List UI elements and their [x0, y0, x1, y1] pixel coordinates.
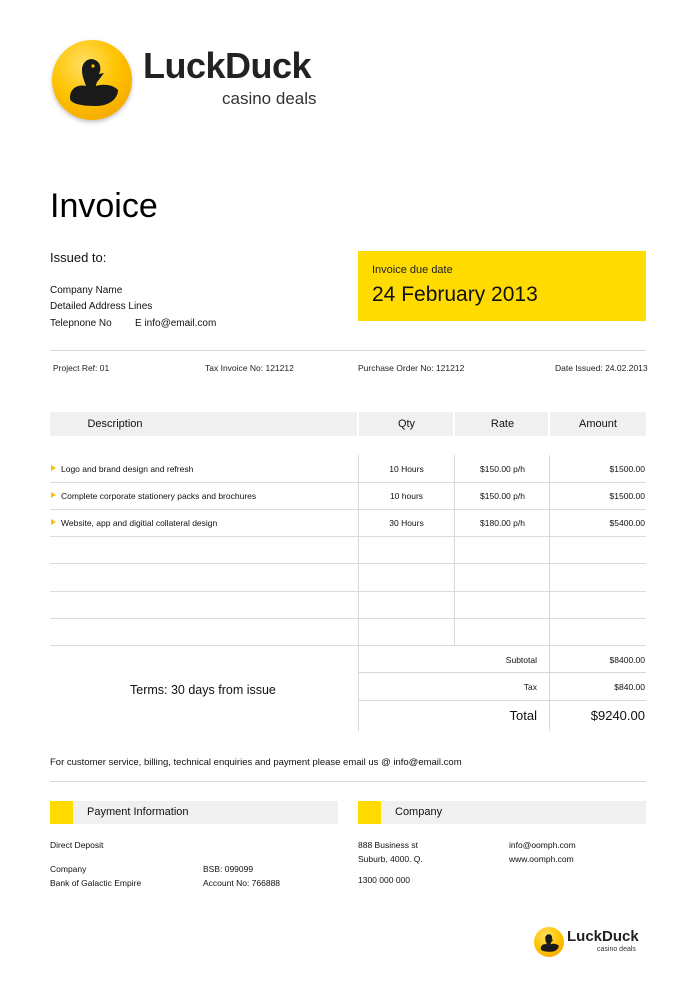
company-accent-square: [358, 801, 381, 824]
row-divider: [50, 536, 646, 537]
total-label: Total: [509, 708, 537, 723]
divider: [50, 350, 646, 351]
row-divider: [358, 672, 646, 673]
tax-label: Tax: [523, 682, 537, 692]
due-date-box: [358, 251, 646, 321]
column-line: [358, 455, 359, 645]
row-divider: [358, 700, 646, 701]
header-rate: Rate: [490, 418, 515, 430]
terms: Terms: 30 days from issue: [130, 683, 276, 697]
footer-brand-name: LuckDuck: [567, 928, 639, 945]
row-2-qty: 10 hours: [389, 491, 424, 501]
subtotal-value: $8400.00: [609, 655, 645, 665]
issued-email: E info@email.com: [135, 318, 217, 329]
payment-bsb: BSB: 099099: [203, 864, 254, 874]
column-line: [454, 455, 455, 645]
brand-logo: [52, 40, 132, 120]
payment-bank: Bank of Galactic Empire: [50, 878, 142, 888]
company-suburb: Suburb, 4000. Q.: [358, 854, 423, 864]
row-1-amount: $1500.00: [609, 464, 645, 474]
subtotal-label: Subtotal: [505, 655, 537, 665]
bullet-arrow-icon: [51, 492, 56, 498]
issued-address: Detailed Address Lines: [50, 301, 153, 312]
row-2-rate: $150.00 p/h: [480, 491, 525, 501]
row-divider: [50, 645, 646, 646]
company-title: Company: [395, 806, 443, 818]
company-phone: 1300 000 000: [358, 875, 410, 885]
row-2-description: Complete corporate stationery packs and brochures: [61, 491, 257, 501]
contact-line: For customer service, billing, technical enquiries and payment please email us @ info@email.com: [50, 757, 462, 768]
issued-company: Company Name: [50, 285, 123, 296]
row-divider: [50, 482, 646, 483]
row-divider: [50, 563, 646, 564]
row-2-amount: $1500.00: [609, 491, 645, 501]
bullet-arrow-icon: [51, 465, 56, 471]
brand-name: LuckDuck: [143, 45, 312, 86]
total-value: $9240.00: [590, 708, 645, 723]
row-3-qty: 30 Hours: [389, 518, 424, 528]
row-3-rate: $180.00 p/h: [480, 518, 525, 528]
row-1-description: Logo and brand design and refresh: [61, 464, 194, 474]
row-divider: [50, 591, 646, 592]
purchase-order-no: Purchase Order No: 121212: [358, 363, 465, 373]
header-qty: Qty: [397, 418, 416, 430]
row-3-amount: $5400.00: [609, 518, 645, 528]
row-divider: [50, 509, 646, 510]
footer-brand-tagline: casino deals: [597, 946, 636, 953]
company-website[interactable]: www.oomph.com: [509, 854, 574, 864]
payment-title: Payment Information: [87, 806, 189, 818]
due-date-value: 24 February 2013: [372, 283, 538, 306]
due-date-label: Invoice due date: [372, 264, 453, 276]
page-title: Invoice: [50, 187, 158, 225]
row-3-description: Website, app and digitial collateral design: [61, 518, 218, 528]
payment-account: Account No: 766888: [203, 878, 281, 888]
brand-tagline: casino deals: [222, 89, 317, 108]
duck-icon: [52, 40, 132, 120]
row-divider: [50, 618, 646, 619]
header-description: Description: [87, 418, 143, 430]
tax-value: $840.00: [614, 682, 645, 692]
bullet-arrow-icon: [51, 519, 56, 525]
footer-logo: [534, 927, 564, 957]
row-1-qty: 10 Hours: [389, 464, 424, 474]
row-1-rate: $150.00 p/h: [480, 464, 525, 474]
duck-icon: [534, 927, 564, 957]
company-street: 888 Business st: [358, 840, 419, 850]
header-amount: Amount: [579, 418, 617, 430]
divider: [50, 781, 646, 782]
issued-phone: Telepnone No: [50, 318, 112, 329]
issued-to-heading: Issued to:: [50, 250, 107, 265]
tax-invoice-no: Tax Invoice No: 121212: [205, 363, 294, 373]
project-ref: Project Ref: 01: [53, 363, 110, 373]
company-email[interactable]: info@oomph.com: [509, 840, 576, 850]
column-line: [358, 646, 359, 731]
date-issued: Date Issued: 24.02.2013: [555, 363, 648, 373]
payment-method: Direct Deposit: [50, 840, 104, 850]
payment-company-label: Company: [50, 864, 87, 874]
payment-accent-square: [50, 801, 73, 824]
